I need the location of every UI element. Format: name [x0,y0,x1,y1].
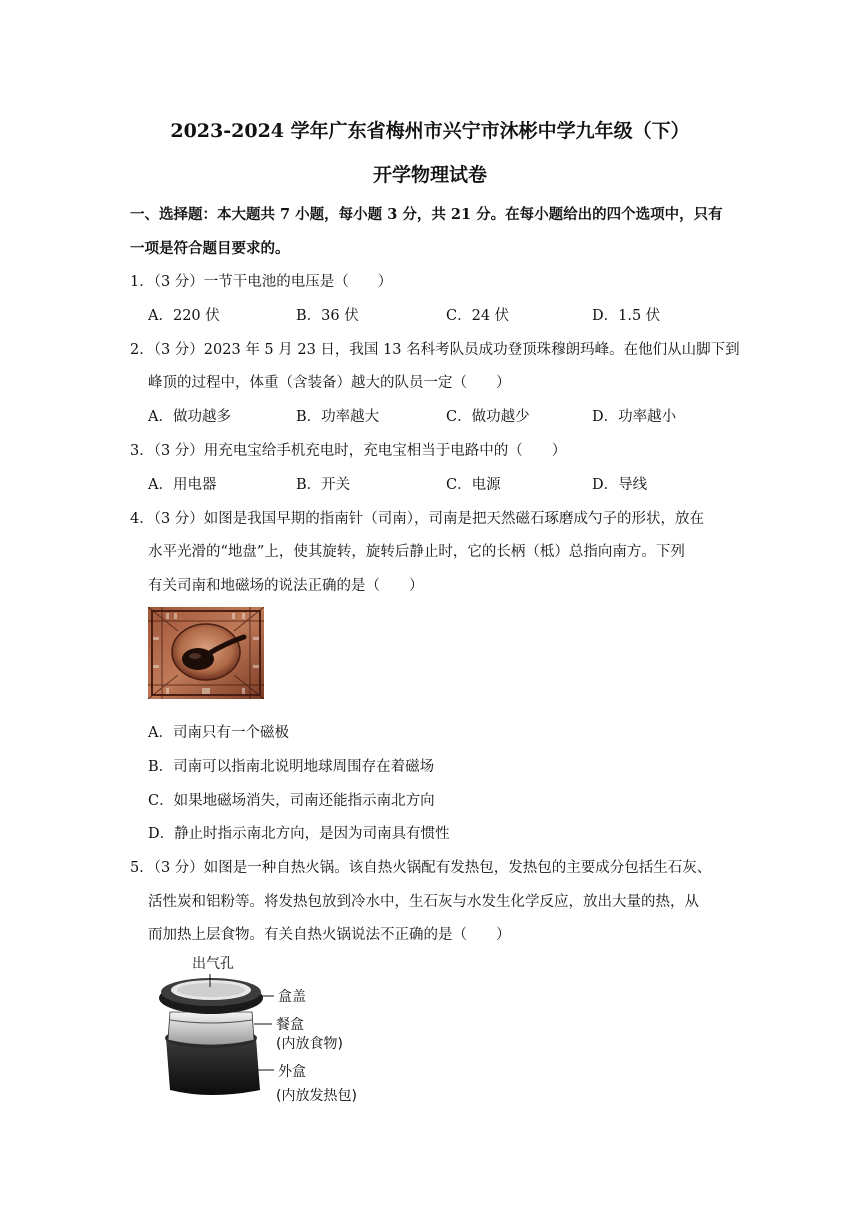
option-d: D．功率越小 [592,409,677,425]
label-outer-box-note: (内放发热包) [276,1088,357,1104]
option-b: B．功率越大 [296,409,380,425]
option-c: C．电源 [446,477,501,493]
question-4-option-a: A．司南只有一个磁极 [148,725,289,741]
question-1-stem: 1．（3 分）一节干电池的电压是（ ） [130,274,393,290]
option-d: D．导线 [592,477,648,493]
question-4-option-b: B．司南可以指南北说明地球周围存在着磁场 [148,759,435,775]
option-a: A．220 伏 [148,308,220,324]
question-5-stem: 5．（3 分）如图是一种自热火锅。该自热火锅配有发热包，发热包的主要成分包括生石灰、 [130,860,712,876]
option-d: D．1.5 伏 [592,308,661,324]
page-subtitle: 开学物理试卷 [372,164,487,186]
question-4-option-c: C．如果地磁场消失，司南还能指示南北方向 [148,793,435,809]
self-heating-hotpot-figure [148,950,373,1110]
section-heading: 一、选择题：本大题共 7 小题，每小题 3 分，共 21 分。在每小题给出的四个选项中，只有 [130,206,723,223]
sinan-compass-image [148,607,264,699]
section-heading-cont: 一项是符合题目要求的。 [130,240,290,257]
option-b: B．36 伏 [296,308,359,324]
question-4-stem-cont: 水平光滑的“地盘”上，使其旋转，旋转后静止时，它的长柄（柢）总指向南方。下列 [148,544,685,560]
question-4-stem: 4．（3 分）如图是我国早期的指南针（司南），司南是把天然磁石琢磨成勺子的形状，放在 [130,511,705,527]
label-vent: 出气孔 [192,956,234,972]
question-4-option-d: D．静止时指示南北方向，是因为司南具有惯性 [148,826,450,842]
question-5-stem-cont: 而加热上层食物。有关自热火锅说法不正确的是（ ） [148,927,511,943]
option-a: A．用电器 [148,477,217,493]
option-c: C．做功越少 [446,409,530,425]
question-3-stem: 3．（3 分）用充电宝给手机充电时，充电宝相当于电路中的（ ） [130,443,567,459]
question-5-stem-cont: 活性炭和铝粉等。将发热包放到冷水中，生石灰与水发生化学反应，放出大量的热，从 [148,894,699,910]
question-4-stem-cont: 有关司南和地磁场的说法正确的是（ ） [148,578,424,594]
option-b: B．开关 [296,477,351,493]
question-2-stem-cont: 峰顶的过程中，体重（含装备）越大的队员一定（ ） [148,375,511,391]
option-c: C．24 伏 [446,308,510,324]
label-food-box-note: (内放食物) [276,1036,343,1052]
label-lid: 盒盖 [278,989,306,1005]
label-outer-box: 外盒 [278,1064,306,1080]
question-2-stem: 2．（3 分）2023 年 5 月 23 日，我国 13 名科考队员成功登顶珠穆朗玛峰。在他们从山脚下到 [130,342,740,358]
label-food-box: 餐盒 [276,1017,304,1033]
option-a: A．做功越多 [148,409,231,425]
page-title: 2023-2024 学年广东省梅州市兴宁市沐彬中学九年级（下） [170,120,690,142]
